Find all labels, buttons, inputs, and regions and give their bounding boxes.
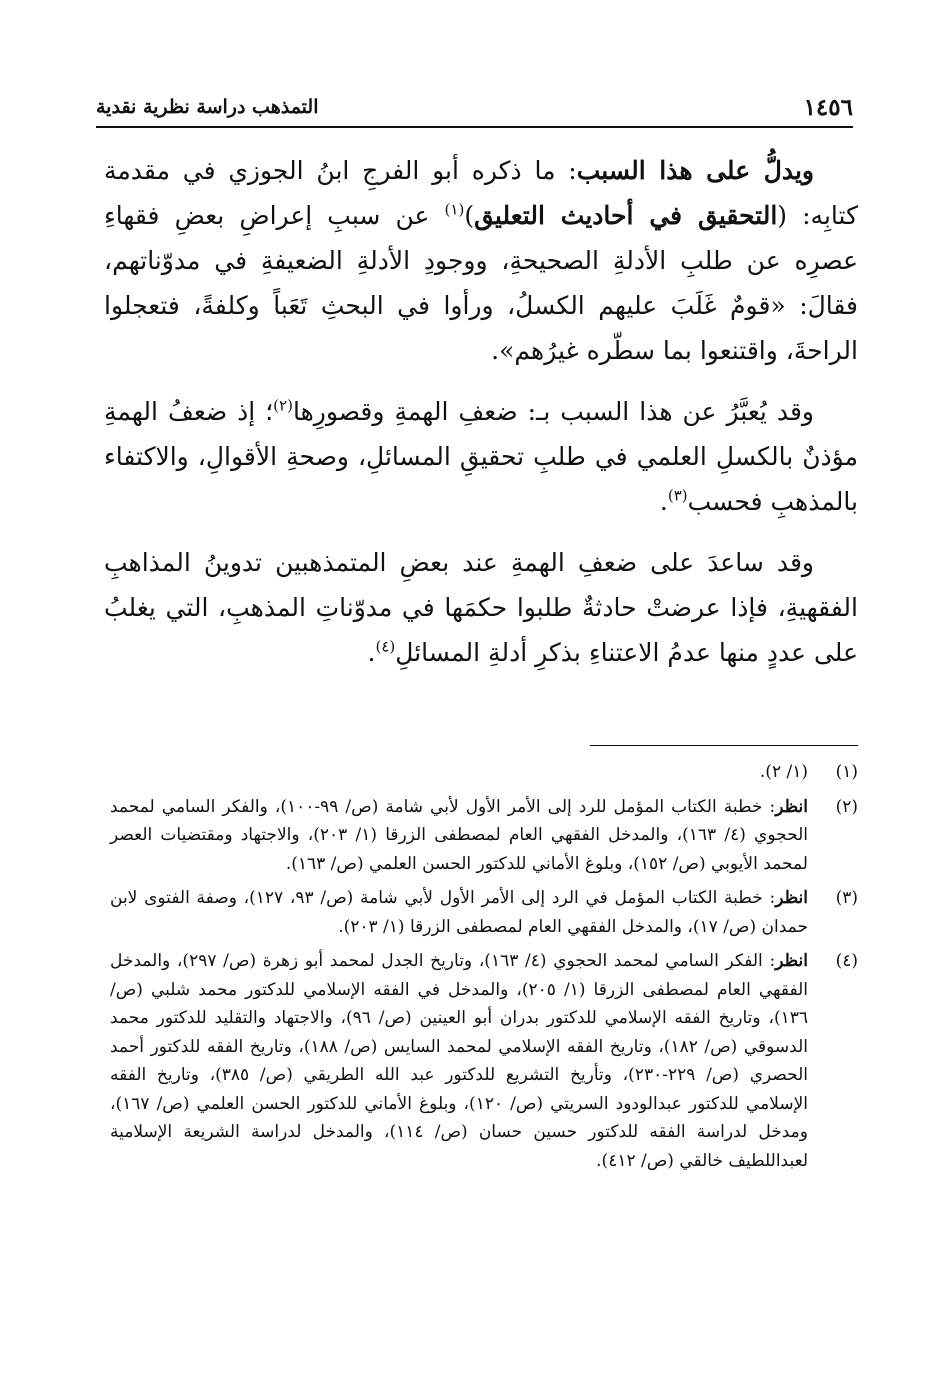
footnote-number: (٢)	[835, 796, 858, 817]
footnote-ref: (٢)	[273, 396, 293, 415]
footnote-ref: (٣)	[667, 486, 688, 505]
footnote-item	[110, 947, 858, 1175]
footnote-item	[110, 758, 858, 787]
page-number: ١٤٥٦	[803, 94, 853, 121]
footnotes	[110, 758, 858, 1181]
book-title: التحقيق في أحاديث التعليق	[474, 201, 778, 230]
footnote-number: (٤)	[835, 951, 858, 971]
paragraph-text: وقد يُعبَّرُ عن هذا السبب بـ: ضعفِ الهمةِ وقصورِها	[292, 397, 814, 426]
paragraph-text: ؛ إذ ضعفُ الهمةِ مؤذنٌ بالكسلِ العلمي في طلبِ تحقيقِ المسائلِ، وصحةِ الأقوالِ، والاكتفاء بالمذهبِ فحسب	[104, 397, 858, 516]
paragraph-text: .	[659, 487, 668, 516]
paragraph-1	[104, 148, 858, 373]
footnote-ref: (٤)	[375, 637, 396, 656]
footnote-number: (٣)	[835, 888, 858, 908]
paragraph-text: : ما ذكره أبو الفرجِ ابنُ الجوزي في مقدمة كتابِه: (	[104, 156, 858, 230]
footnote-separator	[590, 745, 858, 746]
footnote-item	[110, 793, 858, 879]
footnote-text: انظر: الفكر السامي لمحمد الحجوي (٤/ ١٦٣)، وتاريخ الجدل لمحمد أبو زهرة (ص/ ٢٩٧)، والمدخل الفقهي العام لمصطفى الزرقا (١/ ٢٠٥)، والمدخل في الفقه الإسلامي للدكتور محمد شلبي (ص/ ١٣٦)، وتاريخ الفقه الإسلامي للدكتور بدران أبو العينين (ص/ ٩٦)، والاجتهاد والتقليد للدكتور محمد الدسوقي (ص/ ١٨٢)، وتاريخ الفقه الإسلامي لمحمد السايس (ص/ ١٨٨)، وتاريخ الفقه للدكتور أحمد الحصري (ص/ ٢٢٩-٢٣٠)، وتأريخ التشريع للدكتور عبد الله الطريقي (ص/ ٣٨٥)، وتاريخ الفقه الإسلامي للدكتور عبدالودود السريتي (ص/ ١٢٠)، وبلوغ الأماني للدكتور الحسن العلمي (ص/ ١٦٧)، ومدخل لدراسة الفقه للدكتور حسين حسان (ص/ ١١٤)، والمدخل لدراسة الشريعة الإسلامية لعبداللطيف خالقي (ص/ ٤١٢).	[110, 951, 809, 1171]
main-text	[104, 148, 858, 691]
footnote-item	[110, 884, 858, 941]
paragraph-2	[104, 389, 858, 524]
paragraph-3	[104, 540, 858, 675]
paragraph-text: عن سببِ إعراضِ بعضِ فقهاءِ عصرِه عن طلبِ الأدلةِ الصحيحةِ، ووجودِ الأدلةِ الضعيفةِ في مدوّناتهم، فقالَ: «قومٌ غَلَبَ عليهم الكسلُ، ورأوا في البحثِ تَعَباً وكلفةً، فتعجلوا الراحةَ، واقتنعوا بما سطّره غيرُهم».	[104, 201, 858, 365]
paragraph-lead: ويدلُّ على هذا السبب	[576, 156, 815, 185]
footnote-text: انظر: خطبة الكتاب المؤمل في الرد إلى الأمر الأول لأبي شامة (ص/ ٩٣، ١٢٧)، وصفة الفتوى لابن حمدان (ص/ ١٧)، والمدخل الفقهي العام لمصطفى الزرقا (١/ ٢٠٣).	[110, 888, 808, 937]
paragraph-text: .	[367, 638, 376, 667]
footnote-ref: (١)	[444, 200, 465, 219]
footnote-number: (١)	[835, 762, 858, 782]
footnote-text: (١/ ٢).	[759, 762, 808, 782]
footnote-text: انظر: خطبة الكتاب المؤمل للرد إلى الأمر الأول لأبي شامة (ص/ ٩٩-١٠٠)، والفكر السامي لمحمد الحجوي (٤/ ١٦٣)، والمدخل الفقهي العام لمصطفى الزرقا (١/ ٢٠٣)، والاجتهاد ومقتضيات العصر لمحمد الأيوبي (ص/ ١٥٢)، وبلوغ الأماني للدكتور الحسن العلمي (ص/ ١٦٣).	[110, 796, 808, 874]
running-title: التمذهب دراسة نظرية نقدية	[96, 96, 319, 118]
page-header	[96, 92, 853, 128]
paragraph-text: )	[464, 201, 475, 230]
paragraph-text: وقد ساعدَ على ضعفِ الهمةِ عند بعضِ المتمذهبين تدوينُ المذاهبِ الفقهيةِ، فإذا عرضتْ حادثةٌ طلبوا حكمَها في مدوّناتِ المذهبِ، التي يغلبُ على عددٍ منها عدمُ الاعتناءِ بذكرِ أدلةِ المسائلِ	[104, 548, 858, 667]
